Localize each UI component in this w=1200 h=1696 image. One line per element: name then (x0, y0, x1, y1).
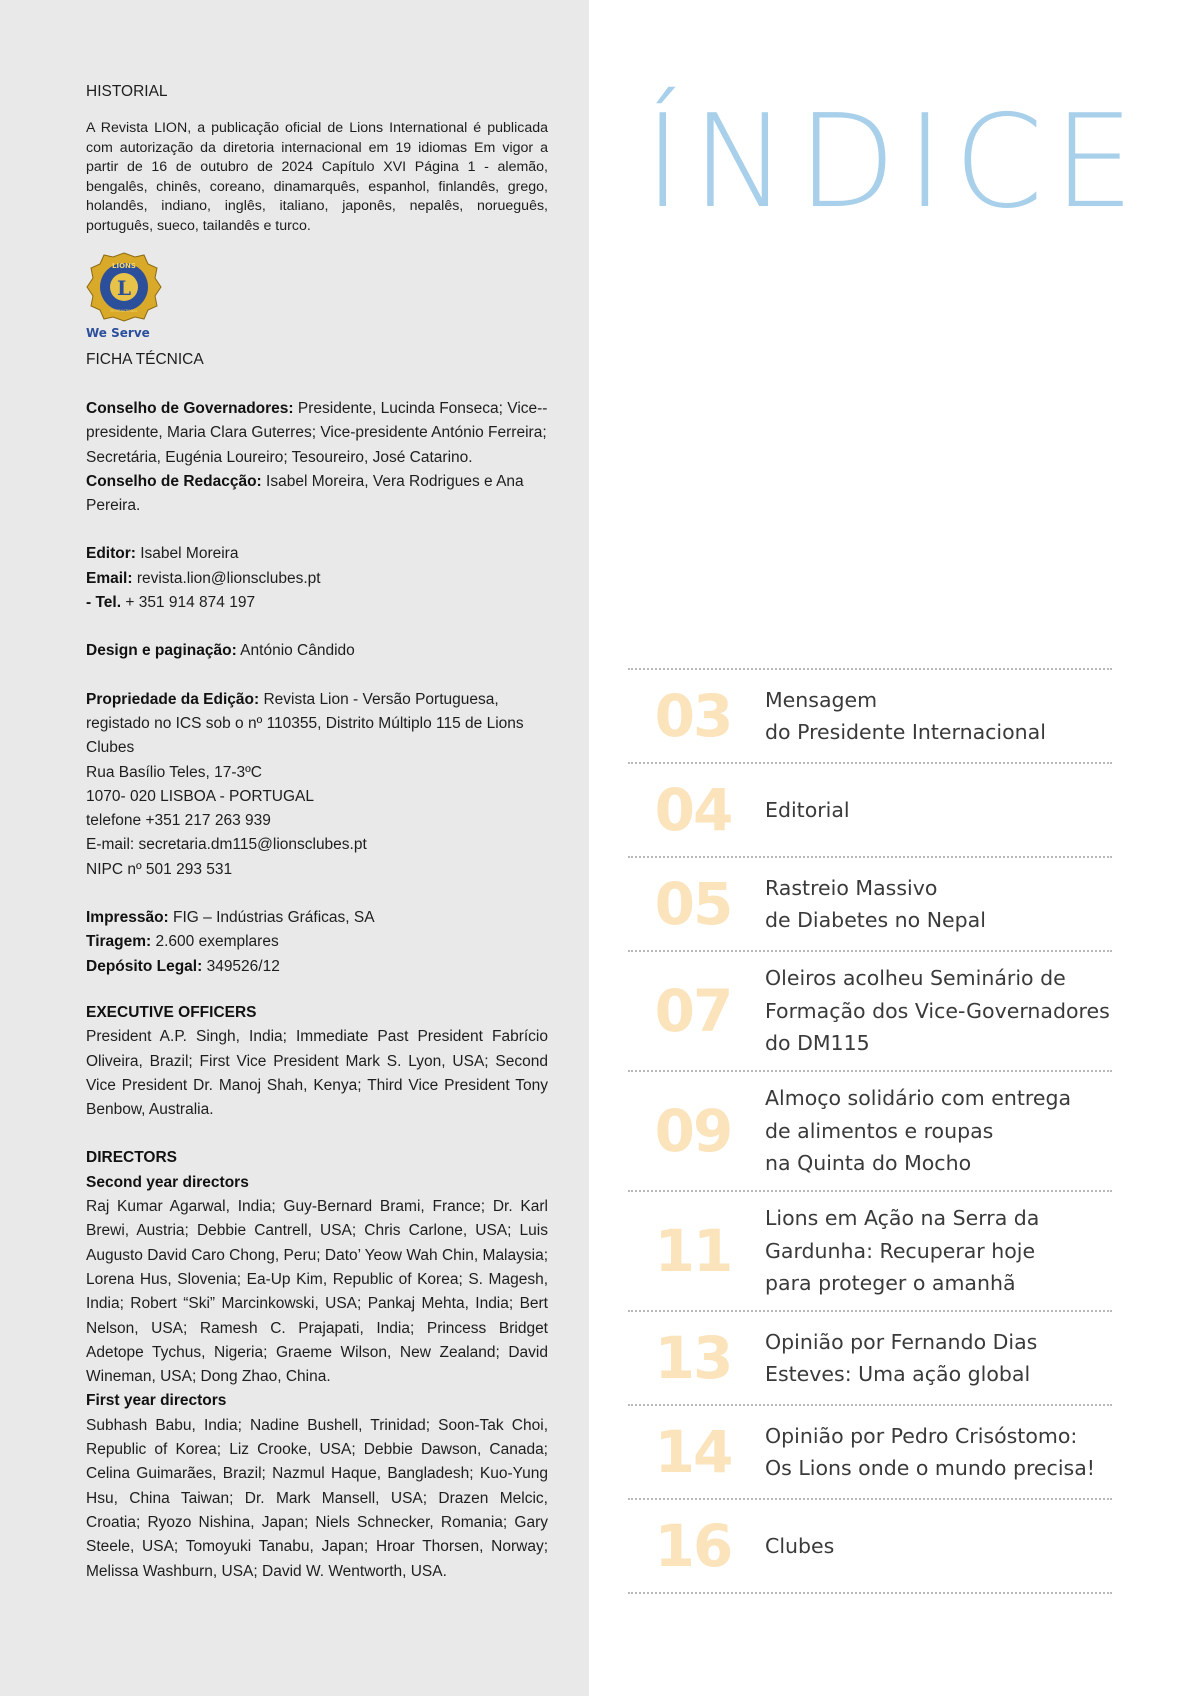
impressao-value: FIG – Indústrias Gráficas, SA (168, 909, 375, 927)
design-label: Design e paginação: (86, 642, 237, 660)
indice-title: ÍNDICE (644, 88, 1145, 237)
governadores-value: Presidente, Lucinda Fonseca; Vice--presidente, Maria Clara Guterres; Vice-presidente António Ferreira; Secretária, Eugénia Loureiro; Tesoureiro, José Catarino. (86, 400, 548, 466)
toc-title-line: Os Lions onde o mundo precisa! (765, 1456, 1095, 1480)
impressao-label: Impressão: (86, 909, 169, 927)
toc-title-line: de alimentos e roupas (765, 1118, 994, 1143)
nipc: NIPC nº 501 293 531 (86, 860, 233, 878)
toc-title-line: de Diabetes no Nepal (765, 908, 986, 932)
toc-item[interactable] (628, 1070, 1112, 1190)
toc-title (765, 1082, 1071, 1180)
deposito-label: Depósito Legal: (86, 957, 203, 975)
toc-title-line: Oleiros acolheu Seminário de (765, 966, 1066, 991)
toc-title-line: Esteves: Uma ação global (765, 1362, 1031, 1386)
toc-item[interactable] (628, 950, 1112, 1070)
logo-top-text: LIONS (112, 262, 136, 270)
prop-label: Propriedade da Edição: (86, 690, 260, 708)
first-year-body: Subhash Babu, India; Nadine Bushell, Trinidad; Soon-Tak Choi, Republic of Korea; Liz Crooke, USA; Debbie Dawson, Canada; Celina Guimarães, Brazil; Nazmul Haque, Bangladesh; Kuo-Yung Hsu, China Taiwan; Dr. Mark Mansell, USA; Drazen Melcic, Croatia; Ryozo Nishina, Japan; Niels Schnecker, Romania; Gary Steele, USA; Tomoyuki Tanabu, Japan; Hroar Thorsen, Norway; Melissa Washburn, USA; David W. Wentworth, USA. (86, 1416, 548, 1580)
ficha-governadores (86, 397, 548, 470)
toc-title-line: Almoço solidário com entrega (765, 1086, 1072, 1111)
directors-title: DIRECTORS (86, 1149, 178, 1167)
prop-value: Revista Lion - Versão Portuguesa, registado no ICS sob o nº 110355, Distrito Múltiplo 115 de Lions Clubes (86, 690, 524, 757)
tel-value: + 351 914 874 197 (121, 594, 256, 612)
toc-title-line: Mensagem (765, 687, 878, 712)
address-line-2: 1070- 020 LISBOA - PORTUGAL (86, 787, 315, 805)
first-year-title: First year directors (86, 1392, 227, 1410)
email-value: revista.lion@lionsclubes.pt (132, 569, 321, 587)
toc-title-line: Formação dos Vice-Governadores (765, 998, 1110, 1023)
email-label: Email: (86, 569, 133, 587)
logo-tagline: We Serve (86, 326, 150, 340)
toc-title (765, 1202, 1039, 1300)
table-of-contents (628, 668, 1112, 1594)
governadores-label: Conselho de Governadores: (86, 400, 294, 417)
toc-title (765, 1326, 1037, 1391)
redaccao-value: Isabel Moreira, Vera Rodrigues e Ana Pereira. (86, 472, 524, 515)
toc-title-line: Editorial (765, 797, 850, 822)
ficha-design (86, 639, 548, 663)
toc-page-number: 13 (654, 1324, 732, 1392)
toc-title-line: do DM115 (765, 1031, 870, 1056)
executive-body: President A.P. Singh, India; Immediate Past President Fabrício Oliveira, Brazil; First Vice President Mark S. Lyon, USA; Second Vice President Dr. Manoj Shah, Kenya; Third Vice President Tony Benbow, Australia. (86, 1028, 548, 1119)
ficha-title: FICHA TÉCNICA (86, 351, 204, 368)
toc-item[interactable] (628, 668, 1112, 762)
toc-page-number: 03 (654, 682, 732, 750)
officers-block (86, 1001, 548, 1584)
toc-title-line: para proteger o amanhã (765, 1271, 1016, 1296)
ficha-redaccao (86, 470, 548, 519)
logo-letter: L (116, 276, 132, 300)
toc-title (765, 962, 1110, 1060)
second-year-title: Second year directors (86, 1173, 249, 1191)
tel-label: - Tel. (86, 594, 122, 612)
ficha-impressao (86, 906, 548, 979)
toc-item[interactable] (628, 1310, 1112, 1404)
toc-item[interactable] (628, 1190, 1112, 1310)
toc-page-number: 16 (654, 1512, 732, 1580)
second-year-body: Raj Kumar Agarwal, India; Guy-Bernard Brami, France; Dr. Karl Brewi, Austria; Debbie Cantrell, USA; Chris Carlone, USA; Luis Augusto David Caro Chong, Peru; Dato’ Yeow Wah Chin, Malaysia; Lorena Hus, Slovenia; Ea-Up Kim, Republic of Korea; S. Magesh, India; Robert “Ski” Marcinkowski, USA; Pankaj Mehta, India; Bert Nelson, USA; Ramesh C. Prajapati, India; Princess Bridget Adetope Tychus, Nigeria; Graeme Wilson, New Zealand; David Wineman, USA; Dong Zhao, China. (86, 1198, 548, 1386)
left-column (0, 0, 589, 1696)
toc-title (765, 1530, 834, 1563)
toc-item[interactable] (628, 762, 1112, 856)
toc-title-line: Gardunha: Recuperar hoje (765, 1238, 1036, 1263)
toc-item[interactable] (628, 1498, 1112, 1594)
toc-title-line: do Presidente Internacional (765, 720, 1046, 744)
editor-value: Isabel Moreira (135, 545, 239, 563)
address-line-1: Rua Basílio Teles, 17-3ºC (86, 763, 262, 781)
lions-logo (84, 251, 164, 341)
toc-title-line: Opinião por Pedro Crisóstomo: (765, 1423, 1078, 1448)
toc-title-line: Opinião por Fernando Dias (765, 1329, 1038, 1354)
toc-item[interactable] (628, 1404, 1112, 1498)
toc-title-line: Lions em Ação na Serra da (765, 1206, 1040, 1231)
toc-title-line: Clubes (765, 1533, 835, 1558)
toc-item[interactable] (628, 856, 1112, 950)
deposito-value: 349526/12 (202, 957, 280, 975)
toc-page-number: 14 (654, 1418, 732, 1486)
ficha-contact (86, 542, 548, 615)
tiragem-label: Tiragem: (86, 933, 152, 951)
toc-page-number: 09 (654, 1097, 732, 1165)
email-secretaria: E-mail: secretaria.dm115@lionsclubes.pt (86, 836, 367, 854)
historial-body: A Revista LION, a publicação oficial de Lions International é publicada com autorização da diretoria internacional em 19 idiomas Em vigor a partir de 16 de outubro de 2024 Capítulo XVI Página 1 - alemão, bengalês, chinês, coreano, dinamarquês, espanhol, finlandês, grego, holandês, indiano, inglês, italiano, japonês, nepalês, norueguês, português, sueco, tailandês e turco. (86, 120, 548, 234)
historial-title: HISTORIAL (86, 83, 168, 100)
toc-page-number: 05 (654, 870, 732, 938)
toc-title-line: na Quinta do Mocho (765, 1151, 972, 1176)
design-value: António Cândido (236, 642, 355, 660)
executive-title: EXECUTIVE OFFICERS (86, 1004, 257, 1021)
ficha-block (86, 397, 548, 1003)
ficha-propriedade (86, 688, 548, 882)
toc-title-line: Rastreio Massivo (765, 875, 938, 900)
toc-page-number: 07 (654, 977, 732, 1045)
toc-title (765, 794, 850, 827)
logo-side-text: INTERNATIONAL (110, 309, 138, 313)
toc-page-number: 04 (654, 776, 732, 844)
phone: telefone +351 217 263 939 (86, 812, 271, 830)
redaccao-label: Conselho de Redacção: (86, 472, 262, 490)
tiragem-value: 2.600 exemplares (151, 933, 279, 951)
editor-label: Editor: (86, 545, 136, 563)
toc-page-number: 11 (654, 1217, 732, 1285)
toc-title (765, 872, 986, 937)
toc-title (765, 684, 1046, 749)
toc-title (765, 1420, 1095, 1485)
